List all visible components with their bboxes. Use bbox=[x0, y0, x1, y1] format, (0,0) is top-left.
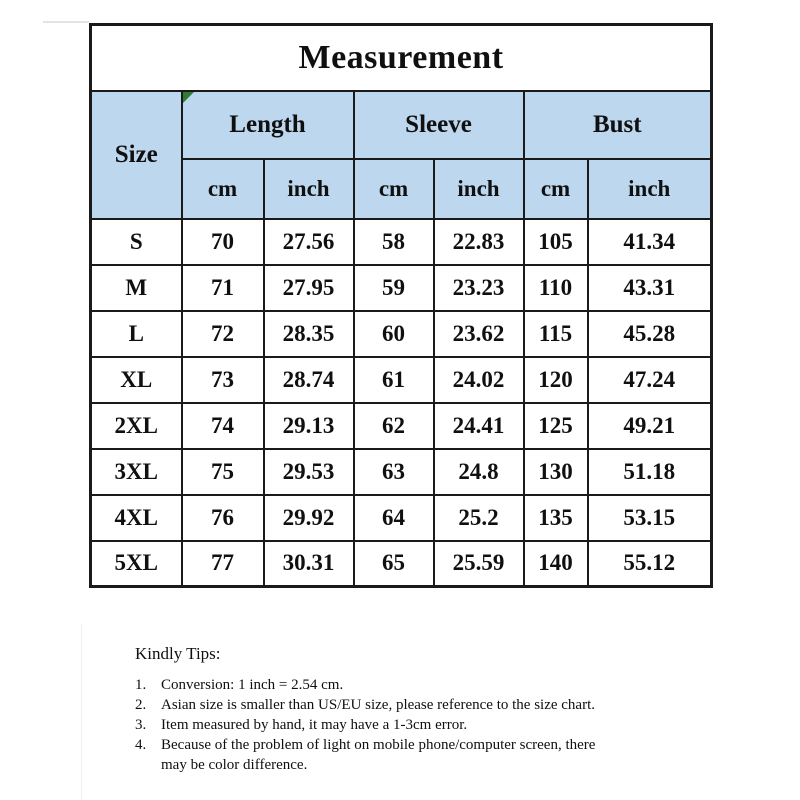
column-header-bust: Bust bbox=[524, 91, 712, 159]
value-cell: 51.18 bbox=[588, 449, 712, 495]
size-label-cell: 4XL bbox=[91, 495, 182, 541]
table-row bbox=[91, 265, 712, 311]
value-cell: 55.12 bbox=[588, 541, 712, 587]
kindly-tips-section bbox=[135, 644, 635, 775]
list-item bbox=[135, 715, 635, 735]
value-cell: 25.2 bbox=[434, 495, 524, 541]
table-row bbox=[91, 541, 712, 587]
value-cell: 53.15 bbox=[588, 495, 712, 541]
list-item-text: Asian size is smaller than US/EU size, please reference to the size chart. bbox=[161, 697, 595, 713]
table-row bbox=[91, 311, 712, 357]
value-cell: 72 bbox=[182, 311, 264, 357]
size-label-cell: 3XL bbox=[91, 449, 182, 495]
unit-cell: cm bbox=[524, 159, 588, 219]
value-cell: 24.02 bbox=[434, 357, 524, 403]
unit-header-row bbox=[91, 159, 712, 219]
size-label-cell: 5XL bbox=[91, 541, 182, 587]
size-label-cell: 2XL bbox=[91, 403, 182, 449]
unit-cell: cm bbox=[354, 159, 434, 219]
value-cell: 22.83 bbox=[434, 219, 524, 265]
unit-cell: inch bbox=[264, 159, 354, 219]
table-row bbox=[91, 403, 712, 449]
value-cell: 120 bbox=[524, 357, 588, 403]
value-cell: 76 bbox=[182, 495, 264, 541]
value-cell: 29.53 bbox=[264, 449, 354, 495]
list-item-number: 3. bbox=[135, 717, 147, 733]
value-cell: 23.23 bbox=[434, 265, 524, 311]
column-header-length: Length bbox=[182, 91, 354, 159]
column-header-sleeve: Sleeve bbox=[354, 91, 524, 159]
value-cell: 28.74 bbox=[264, 357, 354, 403]
table-row bbox=[91, 449, 712, 495]
value-cell: 30.31 bbox=[264, 541, 354, 587]
value-cell: 24.8 bbox=[434, 449, 524, 495]
value-cell: 62 bbox=[354, 403, 434, 449]
list-item-number: 2. bbox=[135, 697, 147, 713]
scan-artifact-line bbox=[43, 21, 89, 23]
list-item bbox=[135, 675, 635, 695]
value-cell: 58 bbox=[354, 219, 434, 265]
table-row bbox=[91, 495, 712, 541]
group-header-row bbox=[91, 91, 712, 159]
title-row bbox=[91, 25, 712, 91]
value-cell: 47.24 bbox=[588, 357, 712, 403]
unit-cell: inch bbox=[434, 159, 524, 219]
list-item-text: Conversion: 1 inch = 2.54 cm. bbox=[161, 677, 344, 693]
value-cell: 71 bbox=[182, 265, 264, 311]
list-item-number: 4. bbox=[135, 737, 147, 753]
unit-cell: inch bbox=[588, 159, 712, 219]
table-title: Measurement bbox=[91, 25, 712, 91]
measurement-table bbox=[89, 23, 713, 588]
value-cell: 130 bbox=[524, 449, 588, 495]
size-label-cell: S bbox=[91, 219, 182, 265]
value-cell: 105 bbox=[524, 219, 588, 265]
value-cell: 74 bbox=[182, 403, 264, 449]
tips-list bbox=[135, 675, 635, 775]
value-cell: 61 bbox=[354, 357, 434, 403]
value-cell: 70 bbox=[182, 219, 264, 265]
value-cell: 23.62 bbox=[434, 311, 524, 357]
value-cell: 140 bbox=[524, 541, 588, 587]
value-cell: 75 bbox=[182, 449, 264, 495]
value-cell: 27.56 bbox=[264, 219, 354, 265]
value-cell: 43.31 bbox=[588, 265, 712, 311]
value-cell: 64 bbox=[354, 495, 434, 541]
list-item-text: Because of the problem of light on mobile phone/computer screen, there may be color difference. bbox=[161, 737, 596, 773]
list-item bbox=[135, 735, 635, 775]
unit-cell: cm bbox=[182, 159, 264, 219]
value-cell: 65 bbox=[354, 541, 434, 587]
value-cell: 29.13 bbox=[264, 403, 354, 449]
value-cell: 59 bbox=[354, 265, 434, 311]
list-item-number: 1. bbox=[135, 677, 147, 693]
value-cell: 49.21 bbox=[588, 403, 712, 449]
value-cell: 63 bbox=[354, 449, 434, 495]
table-row bbox=[91, 357, 712, 403]
value-cell: 24.41 bbox=[434, 403, 524, 449]
size-label-cell: XL bbox=[91, 357, 182, 403]
cell-corner-marker-icon bbox=[183, 92, 194, 103]
size-label-cell: L bbox=[91, 311, 182, 357]
tips-heading: Kindly Tips: bbox=[135, 644, 221, 663]
list-item bbox=[135, 695, 635, 715]
value-cell: 28.35 bbox=[264, 311, 354, 357]
scan-artifact-line bbox=[81, 624, 82, 800]
value-cell: 27.95 bbox=[264, 265, 354, 311]
value-cell: 115 bbox=[524, 311, 588, 357]
value-cell: 135 bbox=[524, 495, 588, 541]
table-row bbox=[91, 219, 712, 265]
column-header-size: Size bbox=[91, 91, 182, 219]
size-label-cell: M bbox=[91, 265, 182, 311]
list-item-text: Item measured by hand, it may have a 1-3cm error. bbox=[161, 717, 468, 733]
value-cell: 77 bbox=[182, 541, 264, 587]
value-cell: 125 bbox=[524, 403, 588, 449]
value-cell: 73 bbox=[182, 357, 264, 403]
value-cell: 29.92 bbox=[264, 495, 354, 541]
value-cell: 110 bbox=[524, 265, 588, 311]
value-cell: 60 bbox=[354, 311, 434, 357]
value-cell: 45.28 bbox=[588, 311, 712, 357]
value-cell: 41.34 bbox=[588, 219, 712, 265]
value-cell: 25.59 bbox=[434, 541, 524, 587]
